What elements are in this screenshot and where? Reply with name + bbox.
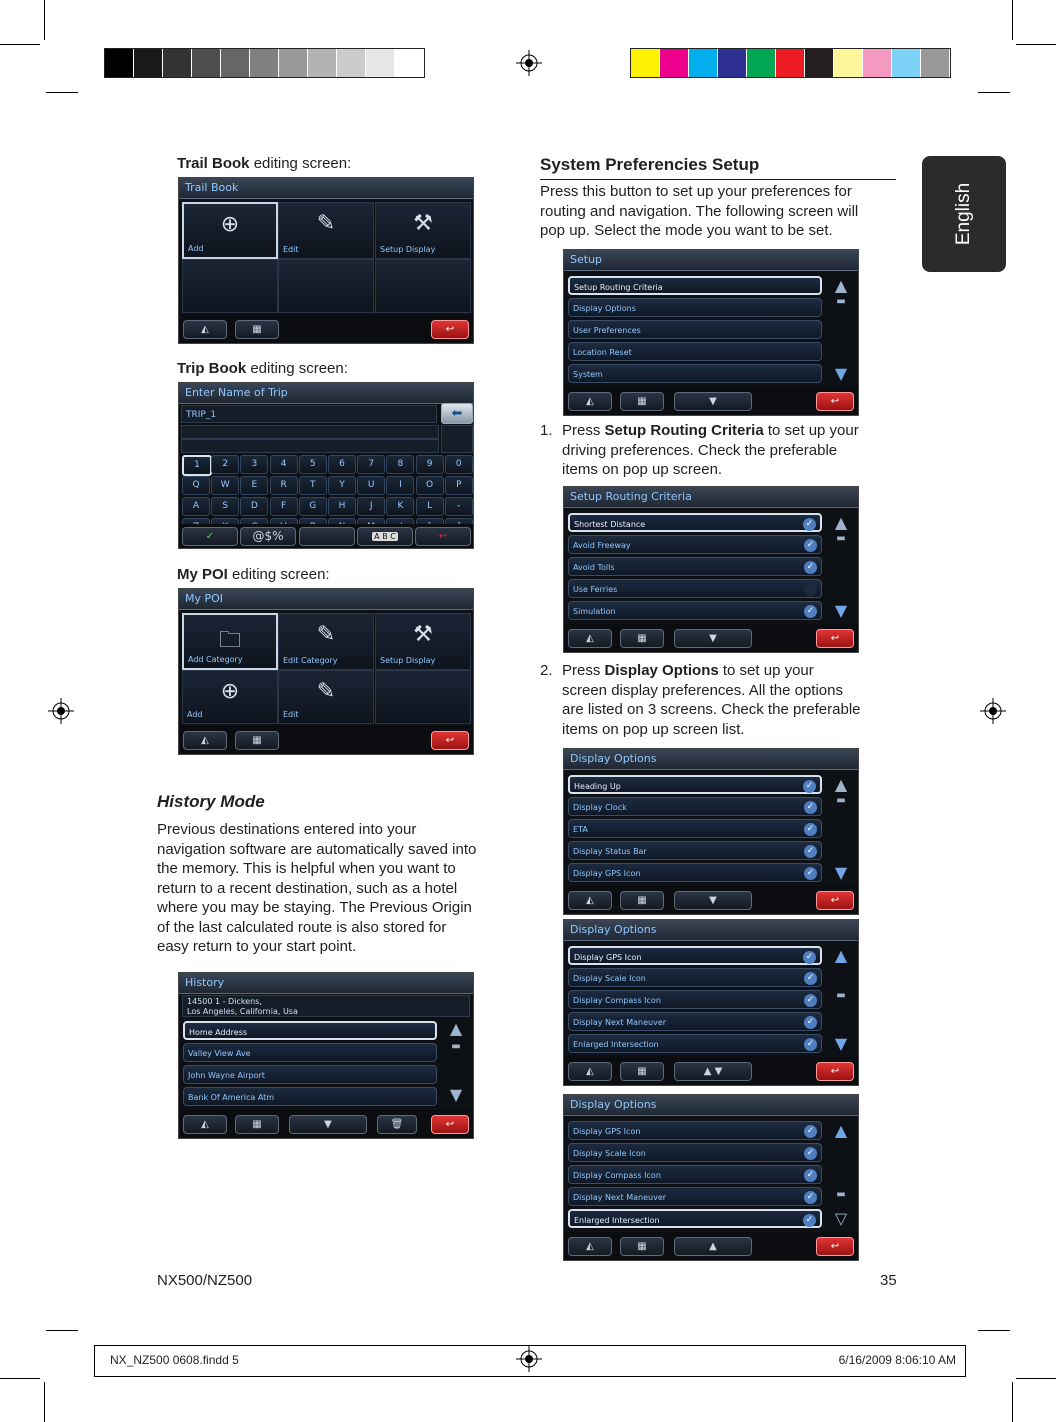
folder-edit-icon: ✎	[316, 622, 336, 647]
crop-mark	[1016, 44, 1056, 45]
routing-criteria-screen	[563, 486, 859, 653]
setup-row[interactable]: Location Reset	[568, 342, 822, 361]
bottom-bar	[564, 1232, 858, 1260]
setup-display-cell[interactable]	[375, 202, 471, 259]
check-icon[interactable]: ✓	[804, 801, 817, 814]
text-bold: Display Options	[604, 662, 719, 679]
key[interactable]: 7	[357, 455, 385, 474]
key[interactable]: P	[445, 476, 473, 495]
trip-book-screen	[178, 382, 474, 549]
setup-row[interactable]: Setup Routing Criteria	[568, 276, 822, 295]
key[interactable]: 2	[211, 455, 239, 474]
screen-title: Display Options	[564, 920, 858, 941]
back-button[interactable]: ↩	[431, 320, 469, 339]
key[interactable]: O	[416, 476, 444, 495]
add-cell[interactable]	[182, 670, 278, 724]
key[interactable]: 5	[299, 455, 327, 474]
key[interactable]: Y	[328, 476, 356, 495]
heading-rule	[540, 179, 896, 180]
option-label: Enlarged Intersection	[573, 1040, 659, 1049]
option-label: Display Clock	[573, 803, 627, 812]
step-2	[540, 661, 900, 739]
back-button[interactable]: ↩	[816, 1062, 854, 1081]
text-line: of the last calculated route is also stored for	[157, 918, 447, 936]
screen-title: Display Options	[564, 1095, 858, 1116]
history-row[interactable]: Bank Of America Atm	[183, 1087, 437, 1106]
screen-title: Display Options	[564, 749, 858, 770]
scroll-thumb[interactable]: ▬	[836, 990, 846, 1001]
cell-label: Add Category	[188, 655, 243, 664]
origin-line: Los Angeles, California, Usa	[187, 1007, 298, 1016]
check-icon[interactable]: ✓	[804, 1147, 817, 1160]
text-line: pop up. Select the mode you want to be set.	[540, 222, 833, 239]
crop-mark	[1012, 1382, 1013, 1422]
option-label: Display Next Maneuver	[573, 1193, 667, 1202]
check-icon[interactable]: ✓	[804, 994, 817, 1007]
scroll-thumb[interactable]: ▬	[836, 795, 846, 806]
option-row[interactable]	[568, 513, 822, 532]
step-number: 1.	[540, 422, 553, 439]
cell-label: Add	[187, 710, 203, 719]
key[interactable]: L	[416, 497, 444, 516]
key[interactable]: D	[240, 497, 268, 516]
option-row[interactable]	[568, 1121, 822, 1140]
slug-divider	[94, 1346, 95, 1376]
page-down-button[interactable]: ▼	[674, 891, 752, 910]
screen-title: Trail Book	[179, 178, 473, 199]
map-button[interactable]: ◭	[183, 731, 227, 750]
option-row[interactable]	[568, 775, 822, 794]
page-down-button[interactable]: ▼	[674, 392, 752, 411]
check-icon[interactable]: ✓	[803, 518, 816, 531]
text-line: driving preferences. Check the preferable	[562, 441, 838, 459]
option-row[interactable]	[568, 601, 822, 620]
empty-cell	[278, 259, 374, 313]
setup-row[interactable]: Display Options	[568, 298, 822, 317]
bottom-bar	[179, 315, 473, 343]
suggestion-field	[181, 425, 439, 439]
crop-mark	[44, 0, 45, 40]
option-row[interactable]	[568, 968, 822, 987]
crop-mark	[0, 1378, 40, 1379]
symbols-button[interactable]: @$%	[240, 527, 296, 546]
caption-rest: editing screen:	[227, 566, 330, 583]
key[interactable]: Q	[182, 476, 210, 495]
page-down-button[interactable]: ▼	[674, 629, 752, 648]
text-line: Previous destinations entered into your	[157, 821, 417, 838]
text-line: return to a recent destination, such as a hotel	[157, 879, 458, 897]
option-row[interactable]	[568, 1209, 822, 1228]
cell-label: Setup Display	[380, 245, 436, 254]
backspace-button[interactable]: ⬅	[441, 403, 473, 424]
trip-name-input[interactable]: TRIP_1	[181, 405, 437, 423]
history-row[interactable]: Valley View Ave	[183, 1043, 437, 1062]
bottom-bar	[179, 524, 473, 548]
option-row[interactable]	[568, 819, 822, 838]
map-button[interactable]: ◭	[568, 891, 612, 910]
option-row[interactable]	[568, 557, 822, 576]
scroll-up-icon[interactable]: ▲	[834, 276, 848, 295]
slug-divider	[965, 1346, 966, 1376]
screen-title: Setup	[564, 250, 858, 271]
registration-mark-icon	[48, 698, 74, 724]
scroll-thumb[interactable]: ▬	[836, 1189, 846, 1200]
text-line: Press this button to set up your preferences for	[540, 183, 852, 200]
crop-mark	[1012, 0, 1013, 40]
option-label: Avoid Tolls	[573, 563, 615, 572]
abc-label: A B C	[374, 532, 396, 541]
suggestion-field	[181, 439, 439, 453]
check-icon[interactable]: ✓	[804, 867, 817, 880]
scroll-up-icon[interactable]: ▲	[834, 946, 848, 965]
key[interactable]: H	[328, 497, 356, 516]
caption-rest: editing screen:	[246, 360, 348, 377]
intro-paragraph	[540, 182, 900, 241]
step-1	[540, 421, 900, 480]
key[interactable]: S	[211, 497, 239, 516]
poi-add-icon: ⊕	[220, 679, 240, 704]
setup-row[interactable]: User Preferences	[568, 320, 822, 339]
setup-row[interactable]: System	[568, 364, 822, 383]
option-row[interactable]	[568, 863, 822, 882]
option-row[interactable]	[568, 1012, 822, 1031]
check-icon[interactable]: ✓	[804, 583, 817, 596]
check-icon[interactable]: ✓	[804, 1125, 817, 1138]
key[interactable]: U	[357, 476, 385, 495]
slug-date: 6/16/2009 8:06:10 AM	[838, 1353, 956, 1367]
option-label: Use Ferries	[573, 585, 618, 594]
section-heading: System Preferencies Setup	[540, 155, 760, 174]
option-label: Display GPS Icon	[573, 1127, 641, 1136]
option-label: Enlarged Intersection	[574, 1216, 660, 1225]
bottom-bar	[179, 726, 473, 754]
back-button[interactable]: ↩	[431, 1115, 469, 1134]
caption-bold: My POI	[177, 566, 228, 583]
cell-label: Edit Category	[283, 656, 338, 665]
cell-label: Edit	[283, 245, 299, 254]
menu-button[interactable]: ▦	[620, 392, 664, 411]
key[interactable]: F	[270, 497, 298, 516]
scroll-thumb[interactable]: ▬	[836, 533, 846, 544]
option-label: ETA	[573, 825, 588, 834]
key[interactable]: R	[270, 476, 298, 495]
text-line: navigation software are automatically saved into	[157, 840, 477, 858]
edit-category-cell[interactable]	[278, 613, 374, 670]
text-line: screen display preferences. All the options	[562, 681, 843, 699]
scroll-area	[441, 425, 473, 453]
option-label: Display Status Bar	[573, 847, 647, 856]
back-button[interactable]: ↩	[431, 731, 469, 750]
screen-title: Enter Name of Trip	[179, 383, 473, 404]
map-button[interactable]: ◭	[183, 320, 227, 339]
crop-mark	[46, 1330, 78, 1331]
option-label: Shortest Distance	[574, 520, 646, 529]
map-button[interactable]: ◭	[568, 1237, 612, 1256]
my-poi-caption	[177, 565, 330, 585]
empty-cell	[182, 259, 278, 313]
empty-cell	[375, 259, 471, 313]
text-line: items on pop up screen.	[562, 461, 723, 478]
option-label: Avoid Freeway	[573, 541, 631, 550]
menu-button[interactable]: ▦	[235, 1115, 279, 1134]
option-label: Heading Up	[574, 782, 621, 791]
key[interactable]: 4	[270, 455, 298, 474]
menu-button[interactable]: ▦	[620, 1237, 664, 1256]
wrench-icon: ⚒	[413, 622, 433, 647]
option-label: Display Compass Icon	[573, 1171, 661, 1180]
plus-icon: ⊕	[220, 212, 240, 237]
scroll-up-icon[interactable]: ▲	[834, 775, 848, 794]
option-row[interactable]	[568, 1143, 822, 1162]
check-icon[interactable]: ✓	[804, 561, 817, 574]
crop-mark	[978, 1330, 1010, 1331]
history-row[interactable]: John Wayne Airport	[183, 1065, 437, 1084]
scroll-up-icon[interactable]: ▲	[834, 1121, 848, 1140]
page-up-button[interactable]: ▲	[674, 1237, 752, 1256]
setup-screen	[563, 249, 859, 416]
check-icon[interactable]: ✓	[804, 1169, 817, 1182]
check-icon[interactable]: ✓	[804, 845, 817, 858]
back-button[interactable]: ↩	[816, 891, 854, 910]
scroll-down-icon[interactable]: ▼	[834, 364, 848, 383]
check-icon[interactable]: ✓	[803, 1214, 816, 1227]
display-options-screen-1	[563, 748, 859, 915]
option-label: Display GPS Icon	[573, 869, 641, 878]
history-paragraph	[157, 820, 517, 957]
add-cell[interactable]	[182, 202, 278, 259]
check-icon[interactable]: ✓	[804, 972, 817, 985]
check-icon[interactable]: ✓	[804, 1191, 817, 1204]
folder-add-icon: 🗀	[218, 628, 242, 653]
menu-button[interactable]: ▦	[235, 320, 279, 339]
history-row[interactable]: Home Address	[183, 1021, 437, 1040]
trip-book-caption	[177, 359, 348, 379]
option-row[interactable]	[568, 1187, 822, 1206]
option-label: Display Compass Icon	[573, 996, 661, 1005]
key[interactable]: -	[445, 497, 473, 516]
bottom-bar	[564, 1057, 858, 1085]
option-row[interactable]	[568, 797, 822, 816]
edit-cell[interactable]	[278, 202, 374, 259]
footer-model: NX500/NZ500	[157, 1272, 253, 1289]
registration-mark-icon	[980, 698, 1006, 724]
wrench-icon: ⚒	[413, 211, 433, 236]
text-line: routing and navigation. The following screen will	[540, 202, 859, 220]
map-button[interactable]: ◭	[568, 392, 612, 411]
check-icon[interactable]: ✓	[803, 780, 816, 793]
check-icon[interactable]: ✓	[804, 823, 817, 836]
menu-button[interactable]: ▦	[620, 1062, 664, 1081]
text-line: where you may be staying. The Previous Origin	[157, 899, 472, 916]
option-row[interactable]	[568, 535, 822, 554]
option-label: Display Scale Icon	[573, 974, 646, 983]
back-button[interactable]: ↩	[816, 1237, 854, 1256]
key[interactable]: 3	[240, 455, 268, 474]
key[interactable]: E	[240, 476, 268, 495]
origin-line: 14500 1 - Dickens,	[187, 997, 262, 1006]
key[interactable]: W	[211, 476, 239, 495]
option-label: Display Next Maneuver	[573, 1018, 667, 1027]
option-label: Simulation	[573, 607, 616, 616]
menu-button[interactable]: ▦	[235, 731, 279, 750]
empty-cell	[375, 670, 471, 724]
language-tab	[922, 156, 1006, 272]
previous-origin[interactable]	[182, 995, 470, 1017]
setup-display-cell[interactable]	[375, 613, 471, 670]
option-row[interactable]	[568, 841, 822, 860]
key[interactable]: 6	[328, 455, 356, 474]
key[interactable]: I	[386, 476, 414, 495]
caption-rest: editing screen:	[249, 155, 352, 172]
key[interactable]: 1	[182, 455, 212, 476]
text-line: easy return to your start point.	[157, 938, 357, 955]
language-tab-label: English	[953, 182, 974, 246]
cell-label: Edit	[283, 710, 299, 719]
scroll-up-icon[interactable]: ▲	[449, 1019, 463, 1038]
add-category-cell[interactable]	[182, 613, 278, 670]
display-options-screen-3	[563, 1094, 859, 1261]
key[interactable]: G	[299, 497, 327, 516]
bottom-bar	[564, 886, 858, 914]
crop-mark	[46, 92, 78, 93]
text-bold: Setup Routing Criteria	[604, 422, 764, 439]
key[interactable]: J	[357, 497, 385, 516]
key[interactable]: K	[386, 497, 414, 516]
cell-label: Add	[188, 244, 204, 253]
option-label: Display Scale Icon	[573, 1149, 646, 1158]
check-icon[interactable]: ✓	[803, 951, 816, 964]
option-row[interactable]	[568, 990, 822, 1009]
map-button[interactable]: ◭	[568, 1062, 612, 1081]
option-row[interactable]	[568, 579, 822, 598]
text-line: items on pop up screen list.	[562, 720, 745, 738]
crop-mark	[1016, 1378, 1056, 1379]
option-row[interactable]	[568, 946, 822, 965]
crop-mark	[0, 44, 40, 45]
map-button[interactable]: ◭	[183, 1115, 227, 1134]
option-row[interactable]	[568, 1165, 822, 1184]
text-run: to set up your	[718, 662, 814, 679]
back-button[interactable]: ↩	[816, 392, 854, 411]
bottom-bar	[564, 387, 858, 415]
display-options-screen-2	[563, 919, 859, 1086]
slug-filename: NX_NZ500 0608.findd 5	[110, 1353, 239, 1367]
check-icon[interactable]: ✓	[804, 1016, 817, 1029]
crop-mark	[978, 92, 1010, 93]
my-poi-screen	[178, 588, 474, 755]
slug-line	[94, 1345, 966, 1377]
option-row[interactable]	[568, 1034, 822, 1053]
caption-bold: Trip Book	[177, 360, 247, 377]
scroll-up-icon[interactable]: ▲	[834, 513, 848, 532]
screen-title: Setup Routing Criteria	[564, 487, 858, 508]
scroll-thumb[interactable]: ▬	[836, 296, 846, 307]
bottom-bar	[564, 624, 858, 652]
scroll-down-icon[interactable]: ▼	[834, 1034, 848, 1053]
key[interactable]: 8	[386, 455, 414, 474]
back-button[interactable]: ↩	[816, 629, 854, 648]
key[interactable]: 0	[445, 455, 473, 474]
text-run: Press	[562, 662, 605, 679]
text-line: the memory. This is helpful when you want to	[157, 860, 456, 877]
color-bar	[630, 48, 951, 78]
ok-button[interactable]: ✓	[182, 527, 238, 546]
edit-cell[interactable]	[278, 670, 374, 724]
check-icon[interactable]: ✓	[804, 605, 817, 618]
bottom-bar	[179, 1110, 473, 1138]
scroll-down-icon[interactable]: ▼	[449, 1085, 463, 1104]
history-screen	[178, 972, 474, 1139]
space-button[interactable]	[299, 527, 355, 546]
poi-edit-icon: ✎	[316, 679, 336, 704]
map-button[interactable]: ◭	[568, 629, 612, 648]
key[interactable]: 9	[416, 455, 444, 474]
caption-bold: Trail Book	[177, 155, 250, 172]
trail-book-screen	[178, 177, 474, 344]
trail-book-caption	[177, 154, 351, 174]
key[interactable]: A	[182, 497, 210, 516]
step-number: 2.	[540, 662, 553, 679]
scroll-thumb[interactable]: ▬	[451, 1041, 461, 1052]
screen-title: History	[179, 973, 473, 994]
registration-mark-icon	[516, 50, 542, 76]
scroll-down-icon[interactable]: ▼	[834, 863, 848, 882]
text-line: are listed on 3 screens. Check the preferable	[562, 701, 861, 718]
pen-icon: ✎	[316, 211, 336, 236]
scroll-down-icon[interactable]: ▽	[834, 1209, 848, 1228]
text-run: to set up your	[763, 422, 859, 439]
crop-mark	[44, 1382, 45, 1422]
abc-button[interactable]	[357, 527, 413, 546]
history-heading: History Mode	[157, 792, 265, 811]
key[interactable]: T	[299, 476, 327, 495]
grayscale-bar	[104, 48, 425, 78]
check-icon[interactable]: ✓	[804, 539, 817, 552]
page-number: 35	[880, 1272, 897, 1289]
back-button[interactable]: ↩	[415, 527, 471, 546]
page-up-down-button[interactable]: ▲ ▼	[674, 1062, 752, 1081]
menu-button[interactable]: ▦	[620, 891, 664, 910]
check-icon[interactable]: ✓	[804, 1038, 817, 1051]
option-label: Display GPS Icon	[574, 953, 642, 962]
page-down-button[interactable]: ▼	[289, 1115, 367, 1134]
menu-button[interactable]: ▦	[620, 629, 664, 648]
screen-title: My POI	[179, 589, 473, 610]
text-run: Press	[562, 422, 605, 439]
cell-label: Setup Display	[380, 656, 436, 665]
scroll-down-icon[interactable]: ▼	[834, 601, 848, 620]
delete-button[interactable]: 🗑	[377, 1115, 417, 1134]
